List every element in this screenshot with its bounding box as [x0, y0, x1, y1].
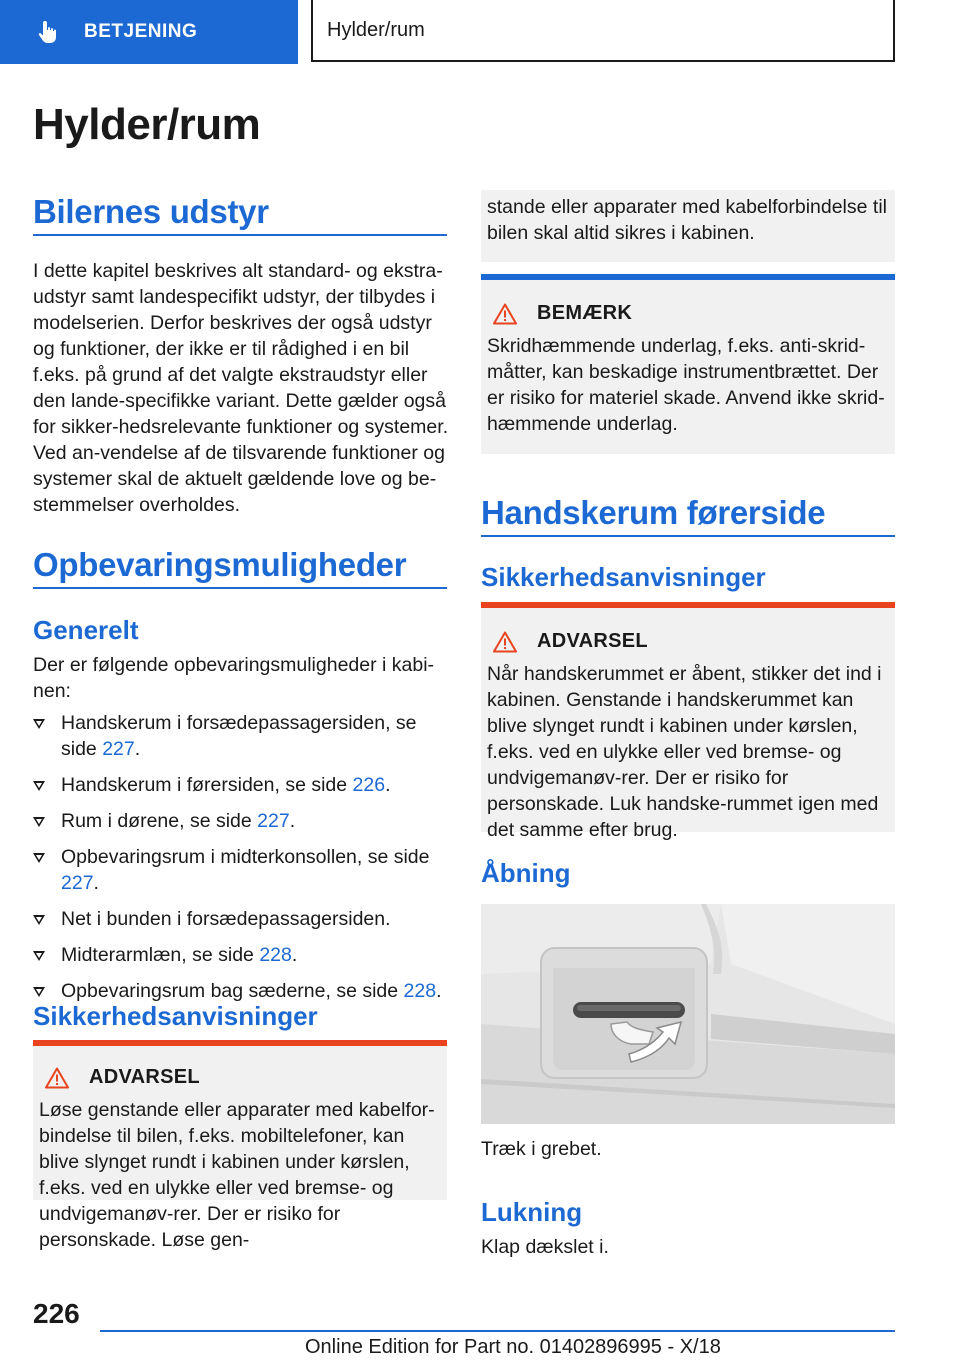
list-item-end: . — [385, 774, 391, 796]
storage-list — [33, 710, 449, 1014]
bullet-triangle-icon — [33, 817, 45, 827]
heading-rule — [481, 535, 895, 537]
warning-title-2: ADVARSEL — [537, 630, 648, 652]
bullet-triangle-icon — [33, 853, 45, 863]
page-link[interactable]: 226 — [352, 774, 386, 796]
breadcrumb-label: Hylder/rum — [327, 18, 425, 41]
list-item-text: Midterarmlæn, se side — [61, 944, 260, 966]
list-item — [33, 808, 449, 834]
list-item-end: . — [291, 944, 298, 966]
list-item — [33, 906, 449, 932]
list-item — [33, 710, 449, 762]
hand-pointer-icon — [36, 19, 62, 45]
list-item-text: Net i bunden i forsædepassagersiden. — [61, 908, 391, 930]
warning-text: Løse genstande eller apparater med kabelfor-bindelse til bilen, f.eks. mobiltelefoner, kan blive slynget rundt i kabinen under kørslen, f.eks. ved en ulykke eller ved bremse- og undvigemanøv-rer. Der er risiko for personskade. Løse gen- — [39, 1099, 435, 1251]
note-box — [481, 274, 895, 454]
page-link[interactable]: 227 — [61, 872, 94, 894]
aabning-caption: Træk i grebet. — [481, 1138, 602, 1160]
list-item-end: . — [134, 738, 141, 760]
caution-triangle-icon — [493, 303, 517, 325]
heading-sikkerhedsanvisninger: Sikkerhedsanvisninger — [33, 1001, 318, 1031]
footer-rule — [100, 1330, 895, 1332]
list-item-end: . — [436, 980, 442, 1002]
breadcrumb — [311, 0, 895, 62]
heading-sikkerhedsanvisninger-2: Sikkerhedsanvisninger — [481, 562, 766, 592]
warning-box — [33, 1040, 447, 1251]
heading-rule — [33, 587, 447, 589]
section-label: BETJENING — [84, 21, 198, 42]
warning-title: ADVARSEL — [89, 1066, 200, 1088]
bullet-triangle-icon — [33, 915, 45, 925]
heading-generelt: Generelt — [33, 615, 139, 645]
list-item-text: Opbevaringsrum i midterkonsollen, se side — [61, 846, 430, 868]
heading-handskerum-forerside: Handskerum førerside — [481, 494, 826, 531]
heading-rule — [33, 234, 447, 236]
glovebox-illustration — [481, 904, 895, 1124]
list-item-text: Handskerum i førersiden, se side — [61, 774, 353, 796]
page-link[interactable]: 228 — [403, 980, 437, 1002]
page-link[interactable]: 227 — [102, 738, 135, 760]
heading-aabning: Åbning — [481, 858, 571, 888]
list-item-text: Opbevaringsrum bag sæderne, se side — [61, 980, 404, 1002]
page-title: Hylder/rum — [33, 100, 261, 149]
heading-opbevaringsmuligheder: Opbevaringsmuligheder — [33, 546, 407, 583]
bullet-triangle-icon — [33, 781, 45, 791]
warning-triangle-icon — [493, 631, 517, 653]
note-text: Skridhæmmende underlag, f.eks. anti-skrid-måtter, kan beskadige instrumentbrættet. Der er risiko for materiel skade. Anvend ikke skrid-hæmmende underlag. — [487, 335, 885, 435]
list-item-end: . — [93, 872, 99, 894]
list-item-end: . — [289, 810, 296, 832]
list-item-text: Handskerum i forsædepassagersiden, se side — [61, 712, 417, 760]
list-item — [33, 942, 449, 968]
warning-text-2: Når handskerummet er åbent, stikker det ind i kabinen. Genstande i handskerummet kan blive slynget rundt i kabinen under kørslen, f.eks. ved en ulykke eller ved bremse- og undvigemanøv-rer. Der er risiko for personskade. Luk handske-rummet igen med det samme efter brug. — [487, 663, 882, 841]
generelt-paragraph: Der er følgende opbevaringsmuligheder i kabi-nen: — [33, 654, 435, 702]
list-item — [33, 772, 449, 798]
heading-bilernes-udstyr: Bilernes udstyr — [33, 193, 269, 230]
warning-triangle-icon — [45, 1067, 69, 1089]
page-link[interactable]: 227 — [257, 810, 290, 832]
page-number: 226 — [33, 1298, 80, 1329]
note-title: BEMÆRK — [537, 302, 633, 324]
list-item-text: Rum i dørene, se side — [61, 810, 258, 832]
lukning-paragraph: Klap dækslet i. — [481, 1236, 609, 1258]
warning-continued-text: stande eller apparater med kabelforbindelse til bilen skal altid sikres i kabinen. — [487, 196, 887, 244]
warning-box-2 — [481, 602, 895, 841]
page-link[interactable]: 228 — [259, 944, 292, 966]
section-tab[interactable] — [0, 0, 298, 64]
footer-edition: Online Edition for Part no. 01402896995 - X/18 — [305, 1336, 721, 1358]
intro-paragraph: I dette kapitel beskrives alt standard- og ekstra-udstyr samt landespecifikt udstyr, der tilbydes i modelserien. Derfor beskrives der også udstyr og funktioner, der ikke er til rådighed i en bil f.eks. på grund af det valgte ekstraudstyr eller den lande-specifikke variant. Dette gælder også for sikker-hedsrelevante funktioner og systemer. Ved an-vendelse af de tilsvarende funktioner og systemer skal de aktuelt gældende love og be-stemmelser overholdes. — [33, 260, 449, 516]
heading-lukning: Lukning — [481, 1197, 583, 1227]
bullet-triangle-icon — [33, 987, 45, 997]
bullet-triangle-icon — [33, 951, 45, 961]
warning-continued-box — [481, 190, 895, 262]
list-item — [33, 844, 449, 896]
bullet-triangle-icon — [33, 719, 45, 729]
